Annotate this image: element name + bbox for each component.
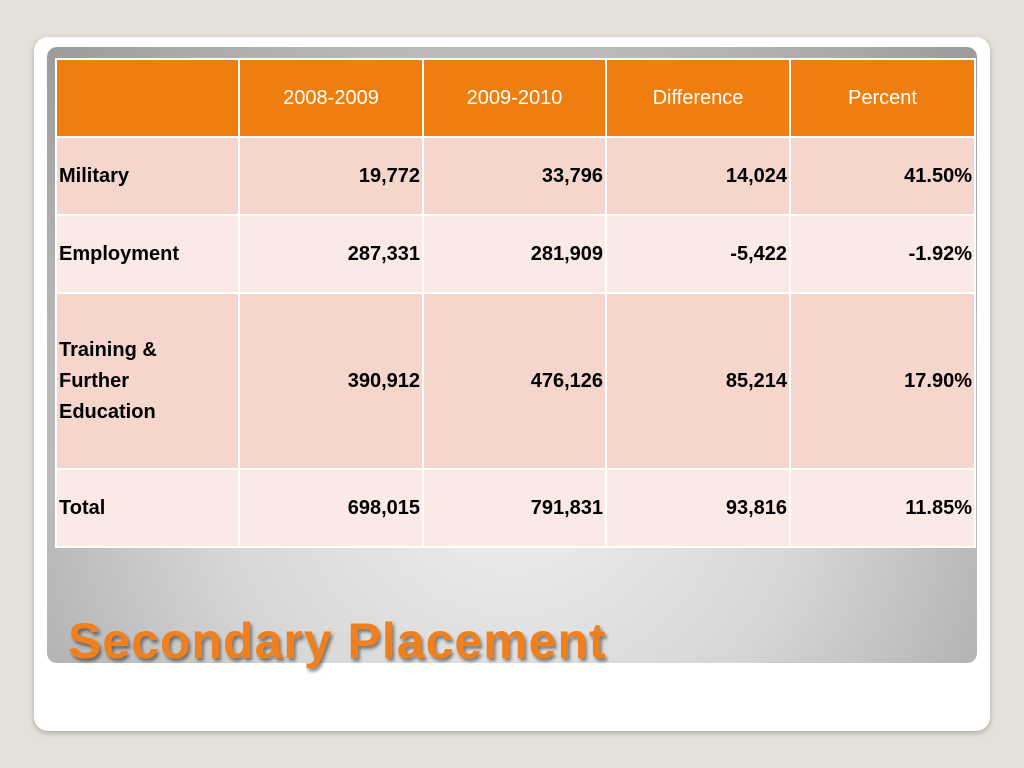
row-label: Military [56,137,239,215]
cell-2008-2009: 287,331 [239,215,423,293]
row-label-line: Education [59,400,156,423]
row-label-line: Training & [59,338,157,361]
cell-2009-2010: 281,909 [423,215,606,293]
table-row-training [56,293,975,469]
cell-difference: 93,816 [606,469,790,547]
row-label [56,293,239,469]
cell-difference: 85,214 [606,293,790,469]
cell-2009-2010: 476,126 [423,293,606,469]
cell-2009-2010: 791,831 [423,469,606,547]
row-label: Total [56,469,239,547]
row-label: Employment [56,215,239,293]
slide-title: Secondary Placement [68,613,607,669]
table-row-total [56,469,975,547]
cell-2009-2010: 33,796 [423,137,606,215]
cell-2008-2009: 698,015 [239,469,423,547]
row-label-line: Further [59,369,129,392]
cell-difference: -5,422 [606,215,790,293]
cell-2008-2009: 19,772 [239,137,423,215]
cell-difference: 14,024 [606,137,790,215]
placement-table [55,58,976,548]
table-row-employment [56,215,975,293]
cell-percent: 11.85% [790,469,975,547]
header-blank [56,59,239,137]
header-2009-2010: 2009-2010 [423,59,606,137]
table-header-row [56,59,975,137]
cell-percent: -1.92% [790,215,975,293]
header-percent: Percent [790,59,975,137]
table-row-military [56,137,975,215]
header-difference: Difference [606,59,790,137]
cell-percent: 17.90% [790,293,975,469]
cell-2008-2009: 390,912 [239,293,423,469]
header-2008-2009: 2008-2009 [239,59,423,137]
cell-percent: 41.50% [790,137,975,215]
